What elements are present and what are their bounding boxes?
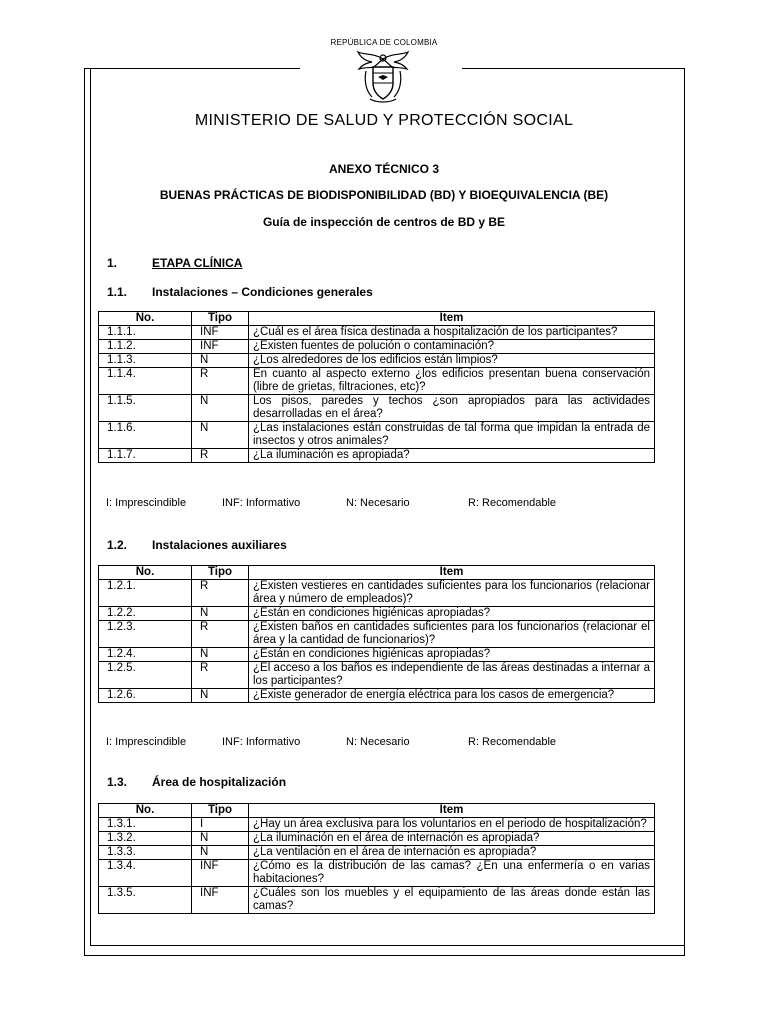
legend-imprescindible: I: Imprescindible xyxy=(106,497,187,509)
table-row xyxy=(99,395,655,422)
cell-no: 1.1.3. xyxy=(99,354,192,368)
cell-no: 1.3.1. xyxy=(99,818,192,832)
cell-item: ¿El acceso a los baños es independiente de las áreas destinadas a internar a los participantes? xyxy=(249,662,655,689)
table-row xyxy=(99,689,655,703)
cell-tipo: R xyxy=(192,662,249,689)
table-row xyxy=(99,368,655,395)
republica-label: REPÚBLICA DE COLOMBIA xyxy=(330,38,438,47)
cell-no: 1.2.2. xyxy=(99,607,192,621)
coat-of-arms-icon xyxy=(352,49,414,107)
column-header-no: No. xyxy=(99,566,192,580)
cell-item: ¿Existen baños en cantidades suficientes para los funcionarios (relacionar el área y la cantidad de funcionarios)? xyxy=(249,621,655,648)
cell-tipo: N xyxy=(192,689,249,703)
table-row xyxy=(99,860,655,887)
cell-no: 1.1.1. xyxy=(99,326,192,340)
cell-item: Los pisos, paredes y techos ¿son apropiados para las actividades desarrolladas en el área? xyxy=(249,395,655,422)
table-row xyxy=(99,580,655,607)
table-header-row xyxy=(99,804,655,818)
cell-no: 1.1.6. xyxy=(99,422,192,449)
cell-tipo: INF xyxy=(192,887,249,914)
subsection-number: 1.1. xyxy=(107,285,128,299)
cell-item: ¿La iluminación en el área de internación es apropiada? xyxy=(249,832,655,846)
cell-no: 1.2.1. xyxy=(99,580,192,607)
subsection-title: Área de hospitalización xyxy=(152,775,287,789)
cell-no: 1.1.7. xyxy=(99,449,192,463)
cell-no: 1.3.3. xyxy=(99,846,192,860)
table-row xyxy=(99,832,655,846)
table-row xyxy=(99,449,655,463)
column-header-tipo: Tipo xyxy=(192,566,249,580)
frame-line xyxy=(90,945,684,946)
subsection-title: Instalaciones auxiliares xyxy=(152,538,287,552)
cell-no: 1.3.2. xyxy=(99,832,192,846)
legend-recomendable: R: Recomendable xyxy=(468,736,557,748)
frame-line xyxy=(84,955,685,956)
legend-recomendable: R: Recomendable xyxy=(468,497,557,509)
annex-title: ANEXO TÉCNICO 3 xyxy=(328,162,439,176)
legend-informativo: INF: Informativo xyxy=(222,736,301,748)
table-row xyxy=(99,607,655,621)
column-header-no: No. xyxy=(99,804,192,818)
cell-tipo: N xyxy=(192,648,249,662)
cell-item: ¿Hay un área exclusiva para los voluntarios en el periodo de hospitalización? xyxy=(249,818,655,832)
cell-item: ¿Existe generador de energía eléctrica para los casos de emergencia? xyxy=(249,689,655,703)
column-header-item: Item xyxy=(249,312,655,326)
cell-tipo: INF xyxy=(192,326,249,340)
table-row xyxy=(99,340,655,354)
cell-item: ¿Están en condiciones higiénicas apropiadas? xyxy=(249,648,655,662)
cell-no: 1.3.4. xyxy=(99,860,192,887)
table-row xyxy=(99,422,655,449)
cell-no: 1.2.3. xyxy=(99,621,192,648)
cell-tipo: N xyxy=(192,607,249,621)
legend-necesario: N: Necesario xyxy=(346,497,410,509)
cell-tipo: INF xyxy=(192,340,249,354)
cell-tipo: N xyxy=(192,422,249,449)
cell-no: 1.1.2. xyxy=(99,340,192,354)
subsection-number: 1.2. xyxy=(107,538,128,552)
table-header-row xyxy=(99,312,655,326)
legend-imprescindible: I: Imprescindible xyxy=(106,736,187,748)
frame-line xyxy=(462,68,684,69)
cell-tipo: I xyxy=(192,818,249,832)
inspection-table xyxy=(98,565,655,703)
cell-no: 1.2.6. xyxy=(99,689,192,703)
document-title: BUENAS PRÁCTICAS DE BIODISPONIBILIDAD (BD) Y BIOEQUIVALENCIA (BE) xyxy=(159,188,609,202)
section-number: 1. xyxy=(107,256,118,270)
table-row xyxy=(99,662,655,689)
inspection-table xyxy=(98,803,655,914)
cell-tipo: R xyxy=(192,368,249,395)
cell-tipo: N xyxy=(192,846,249,860)
section-title: ETAPA CLÍNICA xyxy=(152,256,243,270)
legend-informativo: INF: Informativo xyxy=(222,497,301,509)
cell-item: En cuanto al aspecto externo ¿los edificios presentan buena conservación (libre de grietas, filtraciones, etc)? xyxy=(249,368,655,395)
inspection-table xyxy=(98,311,655,463)
legend-necesario: N: Necesario xyxy=(346,736,410,748)
cell-no: 1.2.5. xyxy=(99,662,192,689)
table-row xyxy=(99,621,655,648)
table-row xyxy=(99,846,655,860)
cell-tipo: R xyxy=(192,580,249,607)
cell-tipo: N xyxy=(192,395,249,422)
table-row xyxy=(99,818,655,832)
cell-item: ¿La ventilación en el área de internación es apropiada? xyxy=(249,846,655,860)
column-header-tipo: Tipo xyxy=(192,312,249,326)
table-row xyxy=(99,326,655,340)
cell-tipo: R xyxy=(192,449,249,463)
table-header-row xyxy=(99,566,655,580)
cell-no: 1.1.4. xyxy=(99,368,192,395)
cell-item: ¿Los alrededores de los edificios están limpios? xyxy=(249,354,655,368)
cell-item: ¿La iluminación es apropiada? xyxy=(249,449,655,463)
table-row xyxy=(99,648,655,662)
cell-item: ¿Existen fuentes de polución o contaminación? xyxy=(249,340,655,354)
column-header-item: Item xyxy=(249,566,655,580)
cell-tipo: N xyxy=(192,832,249,846)
cell-item: ¿Cómo es la distribución de las camas? ¿En una enfermería o en varias habitaciones? xyxy=(249,860,655,887)
subsection-number: 1.3. xyxy=(107,775,128,789)
cell-no: 1.3.5. xyxy=(99,887,192,914)
cell-tipo: INF xyxy=(192,860,249,887)
cell-item: ¿Las instalaciones están construidas de tal forma que impidan la entrada de insectos y otros animales? xyxy=(249,422,655,449)
frame-line xyxy=(84,68,300,69)
cell-no: 1.1.5. xyxy=(99,395,192,422)
cell-tipo: R xyxy=(192,621,249,648)
table-row xyxy=(99,887,655,914)
cell-no: 1.2.4. xyxy=(99,648,192,662)
column-header-no: No. xyxy=(99,312,192,326)
cell-item: ¿Cuáles son los muebles y el equipamiento de las áreas donde están las camas? xyxy=(249,887,655,914)
column-header-tipo: Tipo xyxy=(192,804,249,818)
subsection-title: Instalaciones – Condiciones generales xyxy=(152,285,373,299)
cell-tipo: N xyxy=(192,354,249,368)
table-row xyxy=(99,354,655,368)
cell-item: ¿Están en condiciones higiénicas apropiadas? xyxy=(249,607,655,621)
cell-item: ¿Existen vestieres en cantidades suficientes para los funcionarios (relacionar área y número de empleados)? xyxy=(249,580,655,607)
cell-item: ¿Cuál es el área física destinada a hospitalización de los participantes? xyxy=(249,326,655,340)
ministry-title: MINISTERIO DE SALUD Y PROTECCIÓN SOCIAL xyxy=(194,112,574,129)
column-header-item: Item xyxy=(249,804,655,818)
document-subtitle: Guía de inspección de centros de BD y BE xyxy=(262,215,506,229)
